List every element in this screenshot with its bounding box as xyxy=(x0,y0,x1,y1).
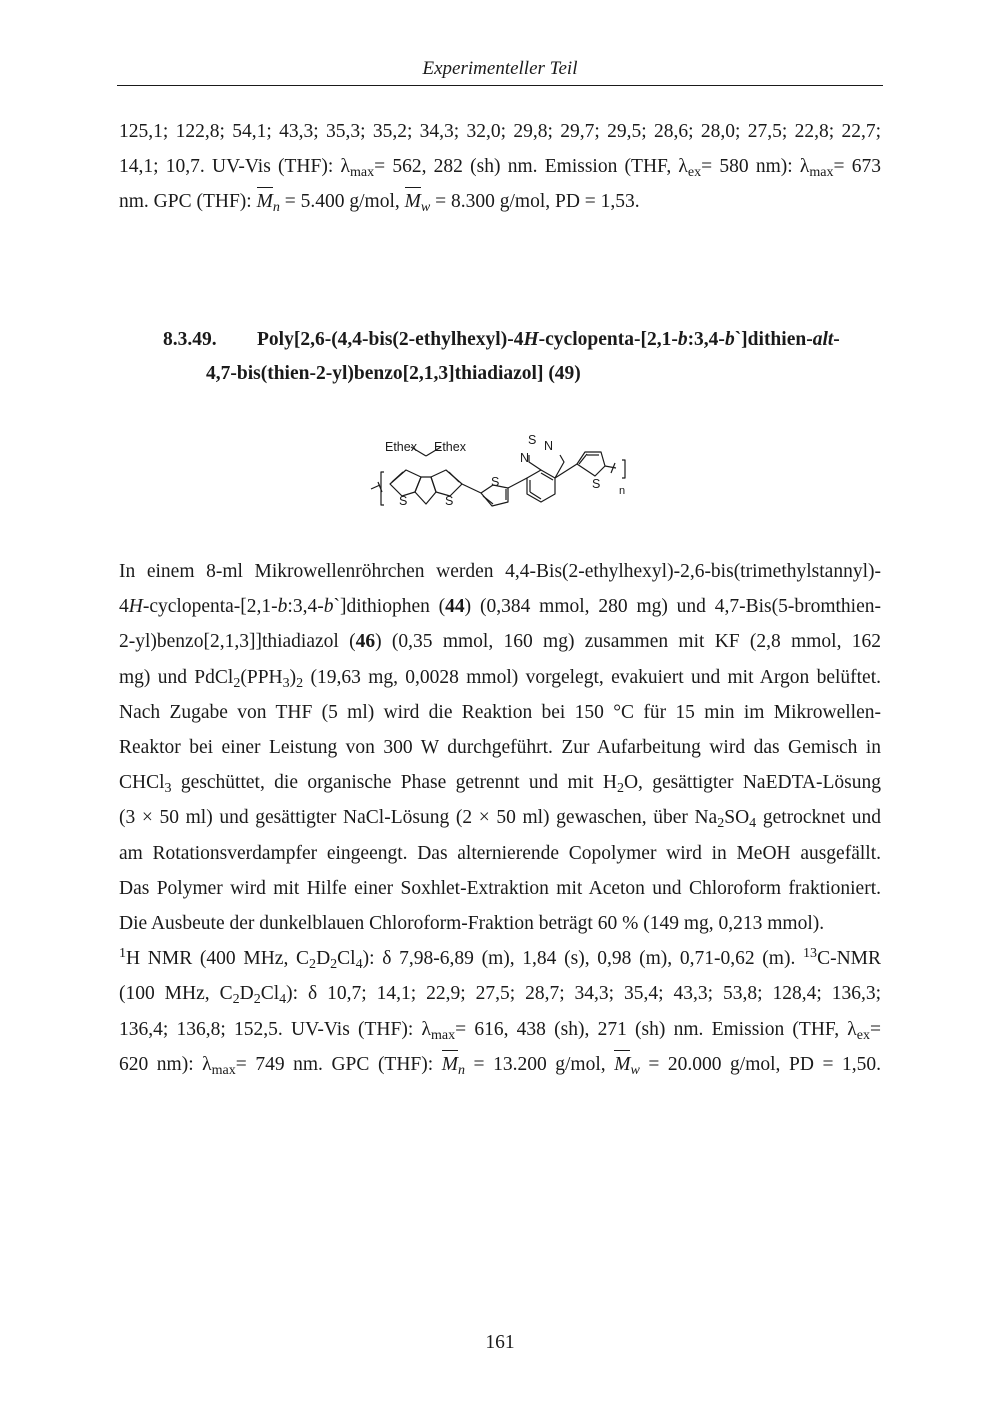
subscript: w xyxy=(420,199,431,216)
text-line: Das Polymer wird mit Hilfe einer Soxhlet-Extraktion mit Aceton und Chloroform fraktioniert. xyxy=(119,877,881,899)
text-run: = 562, 282 (sh) nm. Emission (THF, λ xyxy=(374,156,688,178)
text-run: b xyxy=(677,329,688,350)
page-number: 161 xyxy=(485,1332,515,1353)
text-line xyxy=(119,149,881,184)
previous-compound-data xyxy=(119,114,881,220)
text-line: In einem 8-ml Mikrowellenröhrchen werden 4,4-Bis(2-ethylhexyl)-2,6-bis(trimethylstannyl)- xyxy=(119,561,881,582)
subscript: 4 xyxy=(749,815,757,832)
repeat-unit-n: n xyxy=(619,485,626,497)
subscript: 2 xyxy=(232,991,240,1008)
subscript: max xyxy=(349,164,375,181)
subscript: max xyxy=(430,1026,456,1043)
text-run: 620 nm): λ xyxy=(119,1053,212,1075)
text-run: H xyxy=(523,329,539,350)
subscript: 2 xyxy=(233,674,241,691)
subscript: 3 xyxy=(164,780,172,797)
subscript: 2 xyxy=(253,991,261,1008)
subscript: max xyxy=(211,1061,236,1078)
sulfur-label: S xyxy=(445,494,454,508)
text-run: alt xyxy=(812,329,834,350)
text-run: :3,4- xyxy=(287,596,324,618)
text-run: getrocknet und xyxy=(756,807,881,829)
text-run: -cyclopenta-[2,1- xyxy=(538,329,678,350)
text-line xyxy=(119,1047,881,1082)
subscript: 2 xyxy=(717,815,725,832)
text-run: = xyxy=(870,1018,881,1040)
subscript: max xyxy=(809,164,834,181)
text-line xyxy=(119,1012,881,1047)
text-run: nm. GPC (THF): xyxy=(119,191,257,213)
text-run: (19,63 mg, 0,0028 mmol) vorgelegt, evakuiert und mit Argon belüftet. xyxy=(303,666,881,688)
text-run: = 749 nm. GPC (THF): xyxy=(235,1053,442,1075)
text-run: SO xyxy=(724,807,750,829)
text-line xyxy=(119,800,881,835)
subscript: ex xyxy=(856,1026,870,1043)
text-run: C-NMR xyxy=(817,948,881,970)
thiadiazole-n-label: N xyxy=(520,451,530,465)
text-run: = 20.000 g/mol, PD = 1,50. xyxy=(639,1053,881,1075)
section-title-line1 xyxy=(257,329,840,350)
text-run: = 13.200 g/mol, xyxy=(465,1053,615,1075)
section-title-line2: 4,7-bis(thien-2-yl)benzo[2,1,3]thiadiazol] (49) xyxy=(206,363,581,384)
compound-number: 44 xyxy=(445,596,465,618)
section-heading xyxy=(163,323,883,391)
subscript: 2 xyxy=(296,674,304,691)
mw-symbol: M xyxy=(405,184,421,219)
subscript: w xyxy=(630,1061,640,1078)
text-run: 2-yl)benzo[2,1,3]]thiadiazol ( xyxy=(119,631,356,653)
text-run: ) xyxy=(289,666,297,688)
text-run: Cl xyxy=(337,948,356,970)
procedure-paragraph xyxy=(119,554,881,1082)
substituent-label: Ethex xyxy=(385,440,417,454)
subscript: 2 xyxy=(616,780,624,797)
text-line: Reaktor bei einer Leistung von 300 W durchgeführt. Zur Aufarbeitung wird das Gemisch in xyxy=(119,737,881,759)
text-line xyxy=(119,941,881,976)
substituent-label: Ethex xyxy=(434,440,466,454)
subscript: n xyxy=(457,1061,465,1078)
text-run: O, gesättigter NaEDTA-Lösung xyxy=(623,772,881,794)
text-run: = 616, 438 (sh), 271 (sh) nm. Emission (THF, λ xyxy=(455,1018,857,1040)
text-line: Die Ausbeute der dunkelblauen Chloroform-Fraktion beträgt 60 % (149 mg, 0,213 mmol). xyxy=(119,913,825,935)
text-run: ) (0,384 mmol, 280 mg) und 4,7-Bis(5-bromthien- xyxy=(464,596,882,618)
text-line: am Rotationsverdampfer eingeengt. Das alternierende Copolymer wird in MeOH ausgefällt. xyxy=(119,842,881,864)
text-line: 125,1; 122,8; 54,1; 43,3; 35,3; 35,2; 34,3; 32,0; 29,8; 29,7; 29,5; 28,6; 28,0; 27,5; 22,8; 22,7; xyxy=(119,121,881,142)
text-run: Cl xyxy=(260,983,280,1005)
subscript: 2 xyxy=(309,956,317,973)
text-line xyxy=(119,589,881,624)
text-run: = 673 xyxy=(833,156,882,178)
text-run: b xyxy=(323,596,334,618)
thiadiazole-n-label: N xyxy=(544,439,554,453)
text-run: -cyclopenta-[2,1- xyxy=(142,596,278,618)
text-run: ) (0,35 mmol, 160 mg) zusammen mit KF (2,8 mmol, 162 xyxy=(375,631,882,653)
subscript: ex xyxy=(687,164,702,181)
text-run: b xyxy=(277,596,288,618)
structure-labels xyxy=(385,433,625,508)
text-run: D xyxy=(316,948,331,970)
sulfur-label: S xyxy=(399,494,408,508)
text-run: Poly[2,6-(4,4-bis(2-ethylhexyl)-4 xyxy=(257,329,524,350)
text-run: D xyxy=(239,983,254,1005)
subscript: 2 xyxy=(330,956,338,973)
text-line xyxy=(119,976,881,1011)
text-run: 4 xyxy=(119,596,129,618)
subscript: 4 xyxy=(355,956,363,973)
thiadiazole-s-label: S xyxy=(528,433,537,447)
mw-symbol: M xyxy=(614,1047,630,1082)
text-run: ): δ 10,7; 14,1; 22,9; 27,5; 28,7; 34,3; 35,4; 43,3; 53,8; 128,4; 136,3; xyxy=(286,983,882,1005)
text-run: (3 × 50 ml) und gesättigter NaCl-Lösung (2 × 50 ml) gewaschen, über Na xyxy=(119,807,718,829)
text-run: (100 MHz, C xyxy=(119,983,233,1005)
text-run: `]dithiophen ( xyxy=(333,596,446,618)
subscript: 3 xyxy=(282,674,290,691)
text-run: 136,4; 136,8; 152,5. UV-Vis (THF): λ xyxy=(119,1018,431,1040)
text-run: H NMR (400 MHz, C xyxy=(126,948,310,970)
text-run: 14,1; 10,7. UV-Vis (THF): λ xyxy=(119,156,350,178)
text-run: CHCl xyxy=(119,772,165,794)
mn-symbol: M xyxy=(257,184,273,219)
header-rule xyxy=(117,85,883,86)
subscript: n xyxy=(272,199,280,216)
superscript: 1 xyxy=(119,945,127,962)
text-line xyxy=(119,660,881,695)
running-header: Experimenteller Teil xyxy=(422,58,578,79)
text-run: (PPH xyxy=(240,666,283,688)
subscript: 4 xyxy=(279,991,287,1008)
mn-symbol: M xyxy=(442,1047,458,1082)
text-line: Nach Zugabe von THF (5 ml) wird die Reaktion bei 150 °C für 15 min im Mikrowellen- xyxy=(119,701,881,723)
text-run: = 580 nm): λ xyxy=(701,156,810,178)
text-run: = 8.300 g/mol, PD = 1,53. xyxy=(430,191,640,213)
text-run: H xyxy=(128,596,143,618)
text-run: = 5.400 g/mol, xyxy=(279,191,405,213)
sulfur-label: S xyxy=(592,477,601,491)
text-run: geschüttet, die organische Phase getrennt und mit H xyxy=(171,772,617,794)
text-run: :3,4- xyxy=(687,329,725,350)
text-run: - xyxy=(833,329,840,350)
text-run: ): δ 7,98-6,89 (m), 1,84 (s), 0,98 (m), 0,71-0,62 (m). xyxy=(362,948,804,970)
sulfur-label: S xyxy=(491,475,500,489)
compound-number: 46 xyxy=(355,631,376,653)
superscript: 13 xyxy=(803,945,818,962)
text-run: b xyxy=(724,329,735,350)
text-run: mg) und PdCl xyxy=(119,666,234,688)
text-line xyxy=(119,624,881,659)
text-line xyxy=(119,184,881,219)
section-number: 8.3.49. xyxy=(163,329,217,350)
polymer-structure xyxy=(365,430,635,530)
text-line xyxy=(119,765,881,800)
text-run: `]dithien- xyxy=(734,329,813,350)
